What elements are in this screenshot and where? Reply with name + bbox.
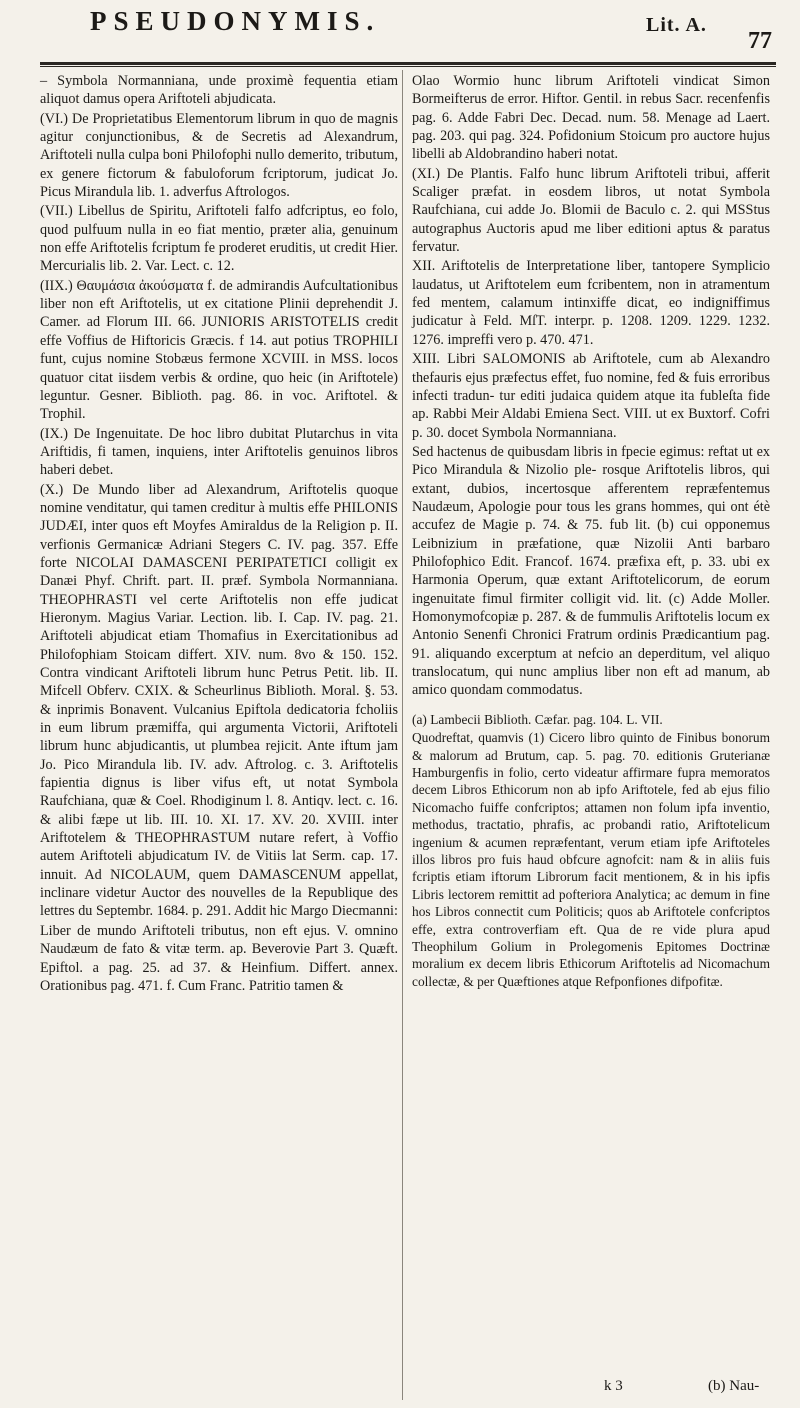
running-title: PSEUDONYMIS.	[90, 6, 381, 36]
paragraph: (X.) De Mundo liber ad Alexandrum, Ariftotelis quoque nomine venditatur, qui tamen creditur à multis effe PHILONIS JUDÆI, inter quos eft Moyfes Amiraldus de la Religion p. II. verfionis Germanicæ Adriani Stegers C. IV. pag. 357. Effe forte NICOLAI DAMASCENI PERIPATETICI colligit ex Danæi Phyf. Chrift. part. II. præf. Symbola Normanniana. THEOPHRASTI vel certe Ariftotelis non effe judicat Hieronym. Magius Variar. Lection. lib. I. Cap. IV. pag. 21. Ariftoteli abjudicat etiam Thomafius in Exercitationibus ad Philofophiam Stoicam differt. XIV. num. 8vo & 150. 152. Contra vindicant Ariftoteli librum hunc Petrus Petit. lib. II. Mifcell Obferv. CXIX. & Scheurlinus Biblioth. Moral. §. 53. & inprimis Bonavent. Vulcanius Epiftola dedicatoria fcholiis in eum librum præmiffa, qui argumenta Victorii, Ariftoteli librum hunc abjudicantis, ut plumbea rejicit. Ante iftum jam Jo. Pico Mirandula lib. IV. adv. Aftrolog. c. 3. Ariftotelis fapientia dignus is liber vifus eft, ut notat Symbola Raufchiana, quæ & Coel. Rhodiginum l. 8. Antiqv. lect. c. 16. & alibi fæpe ut lib. III. 10. XI. 17. XV. 20. XVIII. inter Ariftotelem & THEOPHRASTUM nutare refert, à Voffio autem Ariftoteli abjudicatum IV. de Vitiis lat Serm. cap. 17. innuit. Ad NICOLAUM, quem DAMASCENUM appellat, inclinare videtur Auctor des nouvelles de la Republique des lettres du Septembr. 1684. p. 291. Addit hic Margo Diecmanni:	[40, 481, 398, 920]
paragraph: (VII.) Libellus de Spiritu, Ariftoteli falfo adfcriptus, eo folo, quod pulfuum nulla in eo fiat mentio, præter alia, genuinum non effe Ariftotelis fcriptum fe proderet eruditis, ut credit Hier. Mercurialis lib. 2. Var. Lect. c. 12.	[40, 203, 398, 275]
page-number: 77	[748, 28, 772, 54]
catchword: (b) Nau-	[708, 1378, 760, 1394]
left-column	[40, 72, 398, 996]
footnote: (a) Lambecii Biblioth. Cæfar. pag. 104. L. VII.	[412, 711, 663, 727]
header-rule	[40, 62, 776, 65]
paragraph: (VI.) De Proprietatibus Elementorum librum in quo de magnis agitur conjunctionibus, & de Secretis ad Alexandrum, Ariftoteli nulla culpa boni Philofophi nullo demerito, tributum, ex genere fictorum & fabuloforum fcriptorum, judicat Jo. Picus Mirandula lib. 1. adverfus Aftrologos.	[40, 110, 398, 201]
footnote-gap	[412, 701, 770, 711]
paragraph: XIII. Libri SALOMONIS ab Ariftotele, cum ab Alexandro thefauris ejus præfectus effet, fuo nomine, fed & fuis erroribus infecti tradun- tur editi judaica quidem atque ita fubleſta fide ap. Rabbi Meir Aldabi Emiena Sect. VIII. ut ex Buxtorf. Cofri p. 30. docet Symbola Normanniana.	[412, 351, 770, 441]
paragraph: – Symbola Normanniana, unde proximè fequentia etiam aliquot damus opera Ariftoteli abjudicata.	[40, 73, 398, 108]
section-label: Lit. A.	[646, 14, 707, 36]
column-divider	[402, 70, 403, 1400]
header-rule-thin	[40, 66, 776, 67]
running-header	[90, 0, 770, 58]
paragraph: (IIX.) Θαυμάσια ἀκούσματα f. de admirandis Aufcultationibus liber non eft Ariftotelis, ut ex citatione Plinii deprehendit J. Camer. ad Florum III. 66. JUNIORIS ARISTOTELIS credit effe Voffius de Hiftoricis Græcis. f 14. aut potius TROPHILI funt, cujus nomine Stobæus fermone XCVIII. in MSS. locos quatuor citat iisdem verbis & ordine, quo heic (in Ariftotele) leguntur. Gesner. Biblioth. pag. 86. in voc. Ariftotel. & Trophil.	[40, 277, 398, 423]
paragraph: XII. Ariftotelis de Interpretatione liber, tantopere Symplicio laudatus, ut Ariftotelem eum fcribentem, non in atramentum fed mentem, calamum intinxiffe dicat, eo indigniffimus judicatur à Feld. MſT. interpr. p. 1208. 1209. 1229. 1232. 1276. impreffi vero p. 470. 471.	[412, 258, 770, 348]
paragraph: (XI.) De Plantis. Falfo hunc librum Ariftoteli tribui, afferit Scaliger præfat. in eosdem libros, ut notat Symbola Raufchiana, cui adde Jo. Blomii de Baculo c. 2. qui MSStus autographus Auctoris apud me liber editioni aptus & paratus fervatur.	[412, 165, 770, 256]
paragraph: Sed hactenus de quibusdam libris in fpecie egimus: reftat ut ex Pico Mirandula & Nizolio ple- rosque Ariftotelis libros, qui extant, dubios, incertosque afferentem repræfentemus Naudæum, Apologie pour tous les grans hommes, qui ont étè accufez de Magie p. 74. & 75. fub lit. (b) cui opponemus Leibnizium in præfatione, quæ Nizolii Anti barbaro Philofophico Edit. Francof. 1674. præfixa eft, p. 33. ubi ex Harmonia Operum, quæ extant Ariftotelicorum, de eorum ingenuitate fimul firmiter colligit vid. lit. (c) Adde Moller. Homonymofcopiæ p. 287. & de fummulis Ariftotelis locum ex Antonio Senenfi Chronici Fratrum ordinis Prædicantium pag. 91. aliquando excerptum at nefcio an deperditum, vel aliquo translocatum, qui nunc amplius liber non eft ad manum, ab amico quondam commodatus.	[412, 443, 770, 699]
right-column	[412, 72, 770, 991]
paragraph: Liber de mundo Ariftoteli tributus, non eft ejus. V. omnino Naudæum de fato & vitæ term. ap. Beverovie Part 3. Quæft. Epiftol. a pag. 25. ad 37. & Heinfium. Differt. annex. Orationibus pag. 471. f. Cum Franc. Patritio tamen &	[40, 922, 398, 994]
signature-mark: k 3	[604, 1378, 623, 1394]
paragraph: (IX.) De Ingenuitate. De hoc libro dubitat Plutarchus in vita Ariftidis, fi tamen, inquiens, inter Ariftotelis genuinos libros haberi debet.	[40, 425, 398, 479]
paragraph: Olao Wormio hunc librum Ariftoteli vindicat Simon Bormeifterus de error. Hiftor. Gentil. in rebus Sacr. recenfenfis pag. 6. Adde Fabri Dec. Decad. num. 58. Menage ad Laert. pag. 203. qui pag. 324. Pofidonium Stoicum pro auctore hujus libelli ab Aldobrandino haberi notat.	[412, 73, 770, 163]
footnote: Quodreftat, quamvis (1) Cicero libro quinto de Finibus bonorum & malorum ad Brutum, cap. 5. pag. 70. editionis Gruterianæ Hamburgenfis in folio, certo videatur affirmare fupra memoratos decem Libros Ethicorum non ab ipfo Ariftotele, fed ab ejus filio Nicomacho fuiffe confcriptos; attamen non folum ipfa inventio, methodus, tractatio, phrafis, ac probandi ratio, Ariftotelicum ingenium & acumen repræfentant, verum etiam ipfe Ariftoteles illos libros pro fuis haud obfcure agnofcit: nam & in aliis fuis fcriptis etiam iftorum Librorum facit mentionem, & in his ipfis Libris lectorem remittit ad pofteriora Analytica; ac demum in fine hos Libros connectit cum Politicis; quos ab Ariftotele confcriptos effe, extra controverfiam eft. Qua de re vide plura apud Theophilum Golium in Prolegomenis Epitomes Doctrinæ moralium ex decem libris Ethicorum Ariftotelis ad Nicomachum collectæ, & per Quæftiones atque Refponfiones difpofitæ.	[412, 730, 770, 989]
